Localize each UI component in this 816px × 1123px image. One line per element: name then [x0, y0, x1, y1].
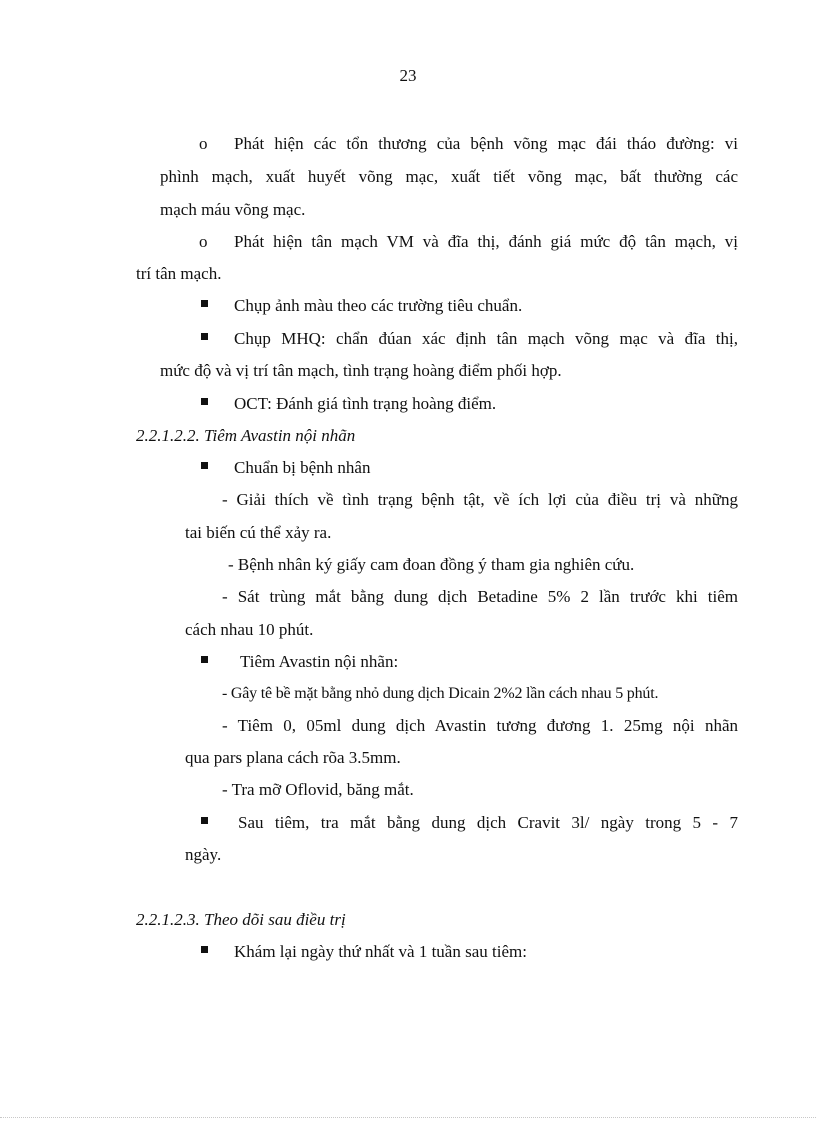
text-line: Chụp ảnh màu theo các trường tiêu chuẩn. [234, 296, 523, 315]
text-line: - Tiêm 0, 05ml dung dịch Avastin tương đương 1. 25mg nội nhãn [222, 716, 738, 735]
circle-bullet-icon: o [199, 232, 208, 251]
text-line: OCT: Đánh giá tình trạng hoàng điểm. [234, 394, 497, 413]
text-line: Sau tiêm, tra mắt bằng dung dịch Cravit 3l/ ngày trong 5 - 7 [238, 813, 738, 832]
text-line: - Bệnh nhân ký giấy cam đoan đồng ý tham gia nghiên cứu. [228, 555, 635, 574]
text-line: tai biến cú thể xảy ra. [185, 523, 332, 542]
square-bullet-icon [201, 946, 208, 953]
text-line: - Tra mỡ Oflovid, băng mắt. [222, 780, 414, 799]
text-line: ngày. [185, 845, 222, 864]
page-bottom-divider [0, 1117, 816, 1118]
text-line: cách nhau 10 phút. [185, 620, 314, 639]
text-line: phình mạch, xuất huyết võng mạc, xuất tiết võng mạc, bất thường các [160, 167, 738, 186]
section-heading: 2.2.1.2.3. Theo dõi sau điều trị [136, 910, 346, 929]
text-line: Khám lại ngày thứ nhất và 1 tuần sau tiêm: [234, 942, 527, 961]
text-line: Phát hiện các tổn thương của bệnh võng mạc đái tháo đường: vi [234, 134, 738, 153]
square-bullet-icon [201, 656, 208, 663]
section-heading: 2.2.1.2.2. Tiêm Avastin nội nhãn [136, 426, 356, 445]
square-bullet-icon [201, 300, 208, 307]
text-line: Chuẩn bị bệnh nhân [234, 458, 371, 477]
square-bullet-icon [201, 398, 208, 405]
square-bullet-icon [201, 817, 208, 824]
text-line: - Giải thích về tình trạng bệnh tật, về ích lợi của điều trị và những [222, 490, 738, 509]
text-line: - Sát trùng mắt bằng dung dịch Betadine 5% 2 lần trước khi tiêm [222, 587, 738, 606]
text-line: qua pars plana cách rõa 3.5mm. [185, 748, 401, 767]
text-line: Chụp MHQ: chẩn đúan xác định tân mạch võng mạc và đĩa thị, [234, 329, 738, 348]
text-line: trí tân mạch. [136, 264, 222, 283]
square-bullet-icon [201, 462, 208, 469]
text-line: Tiêm Avastin nội nhãn: [240, 652, 399, 671]
square-bullet-icon [201, 333, 208, 340]
page-number: 23 [399, 66, 417, 85]
circle-bullet-icon: o [199, 134, 208, 153]
text-line: mức độ và vị trí tân mạch, tình trạng hoàng điểm phối hợp. [160, 361, 562, 380]
text-line: Phát hiện tân mạch VM và đĩa thị, đánh giá mức độ tân mạch, vị [234, 232, 738, 251]
text-line: mạch máu võng mạc. [160, 200, 306, 219]
text-line: - Gây tê bề mặt bằng nhỏ dung dịch Dicain 2%2 lần cách nhau 5 phút. [222, 685, 659, 702]
